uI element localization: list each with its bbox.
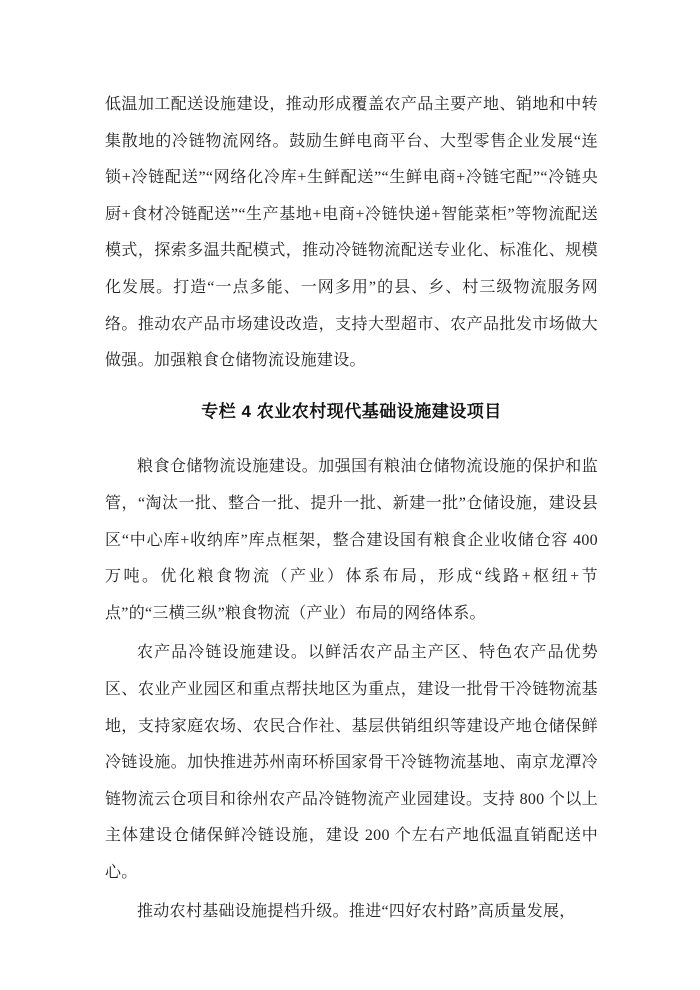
column4-box-content [105,449,598,891]
paragraph-cold-chain-network: 低温加工配送设施建设，推动形成覆盖农产品主要产地、销地和中转集散地的冷链物流网络。鼓励生鲜电商平台、大型零售企业发展“连锁+冷链配送”“网络化冷库+生鲜配送”“生鲜电商+冷链宅配”“冷链央厨+食材冷链配送”“生产基地+电商+冷链快递+智能菜柜”等物流配送模式，探索多温共配模式，推动冷链物流配送专业化、标准化、规模化发展。打造“一点多能、一网多用”的县、乡、村三级物流服务网络。推动农产品市场建设改造，支持大型超市、农产品批发市场做大做强。加强粮食仓储物流设施建设。 [105,96,598,370]
paragraph-grain-storage-logistics: 粮食仓储物流设施建设。加强国有粮油仓储物流设施的保护和监管，“淘汰一批、整合一批、提升一批、新建一批”仓储设施，建设县区“中心库+收纳库”库点框架，整合建设国有粮食企业收储仓容 400 万吨。优化粮食物流（产业）体系布局，形成“线路+枢纽+节点”的“三横三纵”粮食物流（产业）布局的网络体系。 [105,458,598,622]
paragraph-agri-cold-chain-facilities: 农产品冷链设施建设。以鲜活农产品主产区、特色农产品优势区、农业产业园区和重点帮扶地区为重点，建设一批骨干冷链物流基地，支持家庭农场、农民合作社、基层供销组织等建设产地仓储保鲜冷链设施。加快推进苏州南环桥国家骨干冷链物流基地、南京龙潭冷链物流云仓项目和徐州农产品冷链物流产业园建设。支持 800 个以上主体建设仓储保鲜冷链设施，建设 200 个左右产地低温直销配送中心。 [105,644,598,881]
paragraph-rural-infrastructure-upgrade: 推动农村基础设施提档升级。推进“四好农村路”高质量发展， [137,903,576,921]
column4-box-title: 专栏 4 农业农村现代基础设施建设项目 [201,401,502,421]
